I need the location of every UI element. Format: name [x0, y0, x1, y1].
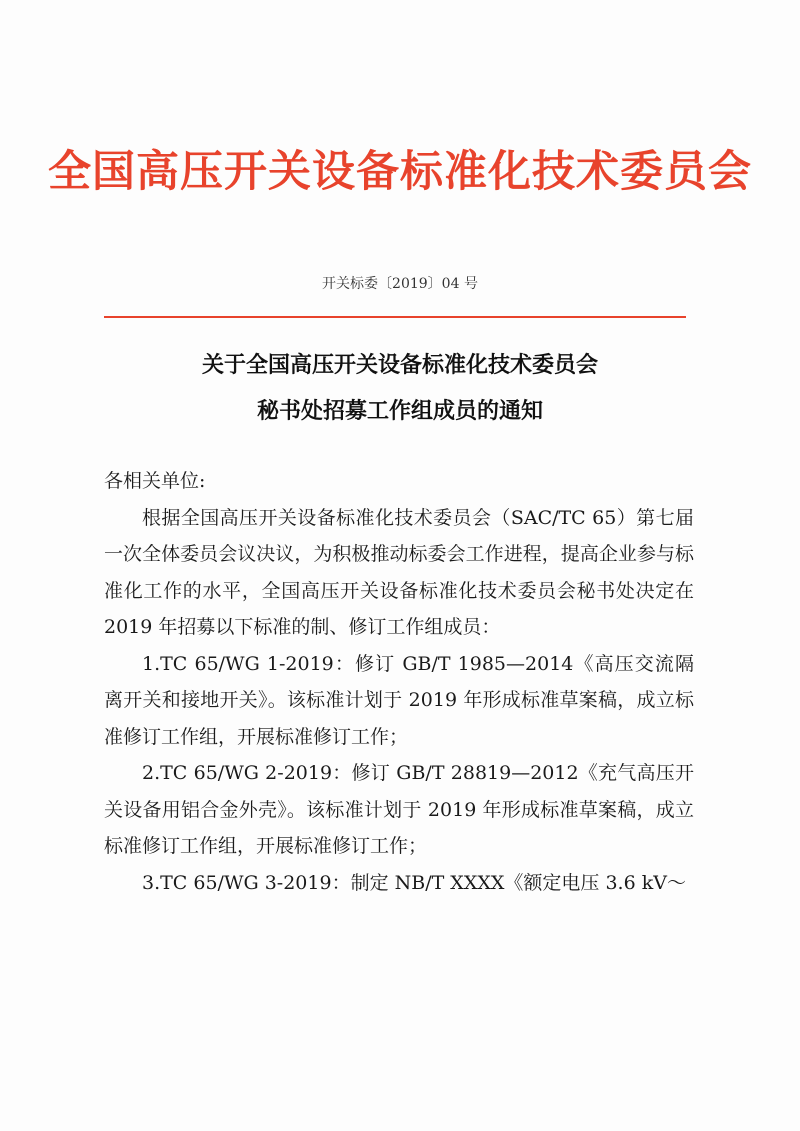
letterhead-divider — [104, 316, 686, 318]
organization-letterhead-title: 全国高压开关设备标准化技术委员会 — [48, 147, 752, 197]
notice-title — [0, 343, 800, 435]
salutation: 各相关单位: — [104, 470, 206, 492]
list-item-2: 2.TC 65/WG 2-2019：修订 GB/T 28819—2012《充气高压开关设备用铝合金外壳》。该标准计划于 2019 年形成标准草案稿，成立标准修订工作组，开展标准修订工作； — [104, 762, 694, 857]
notice-title-line-1: 关于全国高压开关设备标准化技术委员会 — [201, 353, 598, 378]
notice-body — [104, 463, 694, 901]
list-item-3: 3.TC 65/WG 3-2019：制定 NB/T XXXX《额定电压 3.6 kV～ — [142, 871, 686, 894]
document-number: 开关标委〔2019〕04 号 — [322, 276, 478, 292]
intro-paragraph: 根据全国高压开关设备标准化技术委员会（SAC/TC 65）第七届一次全体委员会议决议，为积极推动标委会工作进程，提高企业参与标准化工作的水平，全国高压开关设备标准化技术委员会秘书处决定在 2019 年招募以下标准的制、修订工作组成员： — [104, 506, 694, 638]
list-item-1: 1.TC 65/WG 1-2019：修订 GB/T 1985—2014《高压交流隔离开关和接地开关》。该标准计划于 2019 年形成标准草案稿，成立标准修订工作组，开展标准修订工作； — [104, 652, 694, 748]
notice-title-line-2: 秘书处招募工作组成员的通知 — [256, 399, 543, 424]
